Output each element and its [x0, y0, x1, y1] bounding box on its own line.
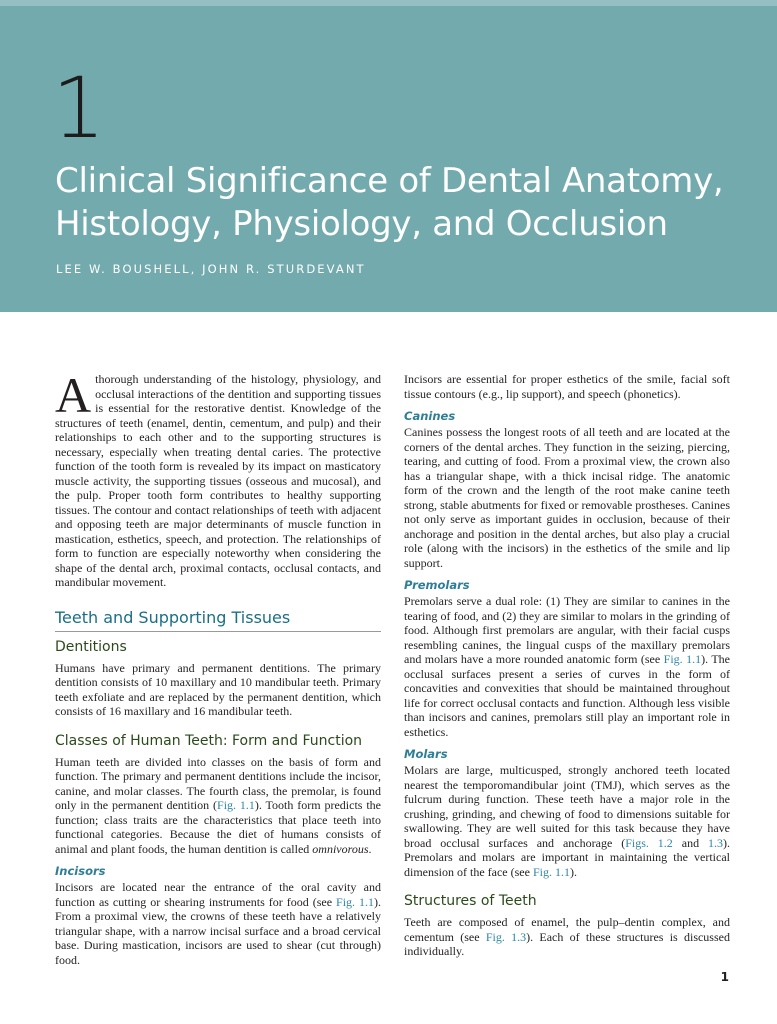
left-column: [55, 367, 381, 967]
fig-link[interactable]: Fig. 1.1: [336, 894, 374, 909]
classes-text-c: .: [368, 841, 372, 856]
right-column: [404, 372, 730, 959]
subheading-canines: Canines: [404, 409, 456, 423]
italic-term: omnivorous: [312, 841, 369, 856]
structures-text-a: Teeth are composed of enamel, the pulp–dentin complex, and cementum (see: [404, 915, 730, 944]
premolars-paragraph: [404, 594, 730, 739]
intro-paragraph: [55, 367, 381, 590]
dentitions-paragraph: Humans have primary and permanent dentitions. The primary dentition consists of 10 maxillary and 10 mandibular teeth. Primary teeth exfoliate and are replaced by the permanent dentition, which consists of 16 maxillary and 16 mandibular teeth.: [55, 660, 381, 718]
fig-link[interactable]: Fig. 1.1: [217, 798, 255, 812]
intro-text: thorough understanding of the histology, physiology, and occlusal interactions of the dentition and supporting tissues is essential for the restorative dentist. Knowledge of the structures of teeth (enamel, dentin, cementum, and pulp) and their relationships to each other and to the supporting structures is necessary, especially when treating dental caries. The protective function of the tooth form is revealed by its impact on masticatory muscle activity, the supporting tissues (osseous and mucosal), and the pulp. Proper tooth form contributes to healthy supporting tissues. The contour and contact relationships of teeth with adjacent and opposing teeth are major determinants of muscle function in mastication, esthetics, speech, and protection. The relationships of form to function are especially noteworthy when considering the shape of the dental arch, proximal contacts, occlusal contacts, and mandibular movement.: [55, 372, 381, 589]
structures-text-b: ). Each of these structures is discussed individually.: [404, 929, 730, 958]
chapter-number: 1: [52, 59, 106, 157]
header-top-strip: [0, 0, 777, 6]
subheading-classes: Classes of Human Teeth: Form and Function: [55, 732, 363, 749]
chapter-title-line-1: Clinical Significance of Dental Anatomy,: [55, 161, 724, 201]
classes-text-a: Human teeth are divided into classes on the basis of form and function. The primary and permanent dentitions include the incisor, canine, and molar classes. The fourth class, the premolar, is found only in the permanent dentition (: [55, 754, 381, 812]
incisors-paragraph-cont: Incisors are essential for proper esthetics of the smile, facial soft tissue contours (e.g., lip support), and speech (phonetics).: [404, 372, 730, 401]
fig-link[interactable]: 1.3: [708, 835, 723, 850]
subheading-incisors: Incisors: [55, 864, 106, 878]
molars-text-b: ). Premolars and molars are important in maintaining the vertical dimension of the face (see: [404, 835, 730, 879]
molars-text-a: Molars are large, multicusped, strongly anchored teeth located nearest the temporomandibular joint (TMJ), which serves as the fulcrum during function. These teeth have a major role in the crushing, grinding, and chewing of food to dimensions suitable for swallowing. They are well suited for this task because they have broad occlusal surfaces and anchorage (: [404, 763, 730, 850]
page-number: 1: [720, 970, 729, 984]
fig-link[interactable]: Fig. 1.1: [663, 652, 702, 666]
section-heading-teeth: Teeth and Supporting Tissues: [55, 608, 381, 632]
chapter-header: [0, 0, 777, 312]
molars-text-c: ).: [569, 864, 577, 879]
fig-link[interactable]: Fig. 1.3: [485, 929, 527, 944]
molars-paragraph: [404, 763, 730, 879]
chapter-authors: LEE W. BOUSHELL, JOHN R. STURDEVANT: [56, 262, 366, 276]
incisors-paragraph: [55, 880, 381, 967]
chapter-title-line-2: Histology, Physiology, and Occlusion: [55, 204, 668, 244]
subheading-structures: Structures of Teeth: [404, 893, 537, 909]
subheading-premolars: Premolars: [404, 578, 470, 592]
subheading-molars: Molars: [404, 747, 448, 761]
classes-text-b: ). Tooth form predicts the function; class traits are the characteristics that place teeth into functional categories. Because the diet of humans consists of animal and plant foods, the human dentition is called: [55, 798, 381, 856]
chapter-title: [55, 160, 755, 246]
subheading-dentitions: Dentitions: [55, 638, 127, 655]
fig-link[interactable]: Fig. 1.1: [532, 864, 570, 879]
incisors-text-a: Incisors are located near the entrance of the oral cavity and function as cutting or shearing instruments for food (see: [55, 880, 381, 909]
premolars-text-b: ). The occlusal surfaces present a series of curves in the form of concavities and convexities that should be maintained throughout life for correct occlusal contacts and function. Although less visible than incisors and canines, premolars still play an important role in esthetics.: [404, 652, 730, 739]
structures-paragraph: [404, 915, 730, 959]
fig-link[interactable]: Figs. 1.2: [625, 835, 673, 850]
classes-paragraph: [55, 755, 381, 857]
molars-text-and: and: [672, 835, 708, 850]
premolars-text-a: Premolars serve a dual role: (1) They are similar to canines in the tearing of food, and (2) they are similar to molars in the grinding of food. Although first premolars are angular, with their facial cusps resembling canines, the lingual cusps of the maxillary premolars and molars have a more rounded anatomic form (see: [404, 594, 730, 666]
canines-paragraph: Canines possess the longest roots of all teeth and are located at the corners of the dental arches. They function in the seizing, piercing, tearing, and cutting of food. From a proximal view, the crown also has a triangular shape, with a thick incisal ridge. The anatomic form of the crown and the length of the root make canine teeth strong, stable abutments for fixed or removable prostheses. Canines not only serve as important guides in occlusion, because of their anchorage and position in the dental arches, but also play a crucial role (along with the incisors) in the esthetics of the smile and lip support.: [404, 425, 730, 570]
drop-cap: A: [55, 367, 92, 423]
incisors-text-b: ). From a proximal view, the crowns of these teeth have a relatively triangular shape, with a narrow incisal surface and a broad cervical base. During mastication, incisors are used to shear (cut through) food.: [55, 894, 381, 967]
